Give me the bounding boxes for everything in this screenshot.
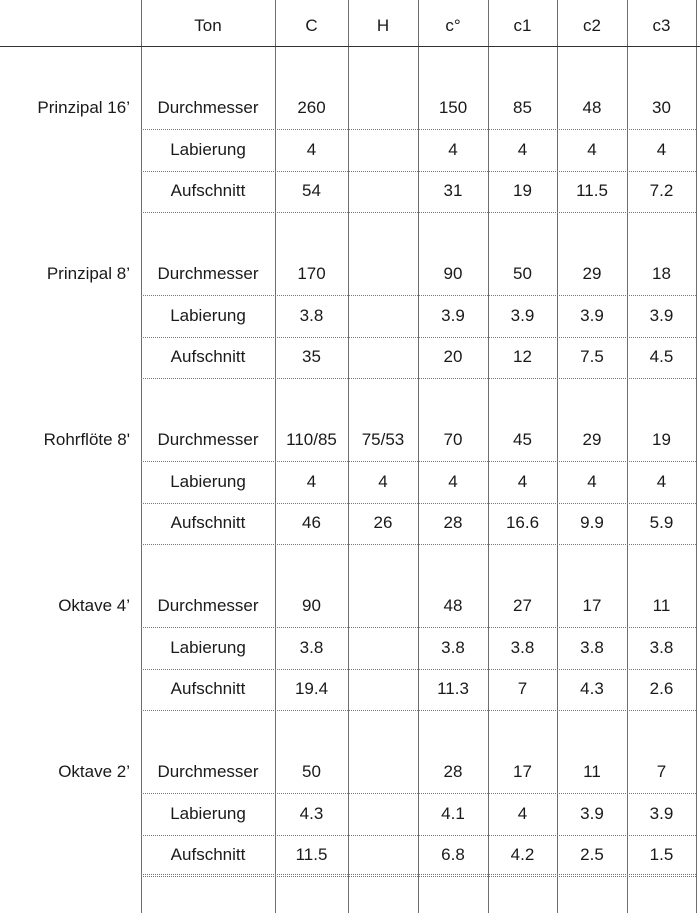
value-cell: 3.8 xyxy=(299,305,324,325)
value-cell: 6.8 xyxy=(441,845,465,864)
value-cell: 28 xyxy=(443,762,463,781)
value-cell: 7.2 xyxy=(649,181,674,200)
value-cell: 4 xyxy=(656,471,667,491)
value-cell xyxy=(348,595,418,617)
parameter-label: Durchmesser xyxy=(157,596,259,615)
header-ton: Ton xyxy=(194,16,222,35)
value-cell: 75/53 xyxy=(361,430,405,449)
header-note: c3 xyxy=(652,16,671,35)
row-separator xyxy=(141,461,696,462)
value-cell xyxy=(348,139,418,161)
value-cell: 4 xyxy=(517,803,528,823)
value-cell: 45 xyxy=(513,430,532,449)
parameter-label: Labierung xyxy=(170,803,246,823)
value-cell xyxy=(348,97,418,119)
value-cell: 150 xyxy=(438,98,468,117)
value-cell: 7 xyxy=(517,679,528,698)
value-cell: 4 xyxy=(587,139,597,159)
value-cell: 4 xyxy=(448,471,458,491)
value-cell: 3.9 xyxy=(580,803,604,823)
value-cell: 4 xyxy=(306,471,317,491)
value-cell: 1.5 xyxy=(649,845,674,864)
value-cell: 3.8 xyxy=(649,637,674,657)
value-cell: 2.5 xyxy=(580,845,604,864)
value-cell: 19.4 xyxy=(294,679,329,698)
value-cell: 29 xyxy=(582,430,602,449)
value-cell: 19 xyxy=(652,430,671,449)
register-name: Oktave 2’ xyxy=(58,762,130,781)
value-cell: 70 xyxy=(443,430,463,449)
value-cell: 19 xyxy=(513,181,532,200)
value-cell: 4 xyxy=(517,139,528,159)
value-cell xyxy=(348,305,418,327)
value-cell xyxy=(348,346,418,368)
value-cell xyxy=(348,180,418,202)
value-cell: 29 xyxy=(582,264,602,283)
parameter-label: Labierung xyxy=(170,637,246,657)
value-cell: 17 xyxy=(582,596,602,615)
value-cell: 2.6 xyxy=(649,679,674,698)
value-cell: 50 xyxy=(302,762,321,781)
register-name: Rohrflöte 8' xyxy=(43,430,130,449)
row-separator xyxy=(141,212,696,213)
value-cell: 30 xyxy=(652,98,671,117)
value-cell: 17 xyxy=(513,762,532,781)
value-cell: 3.9 xyxy=(649,305,674,325)
value-cell: 7 xyxy=(656,762,667,781)
value-cell: 9.9 xyxy=(580,513,604,532)
row-separator xyxy=(141,544,696,545)
row-separator xyxy=(141,627,696,628)
parameter-label: Durchmesser xyxy=(157,430,259,449)
parameter-label: Durchmesser xyxy=(157,762,259,781)
register-name: Prinzipal 16’ xyxy=(37,98,130,117)
parameter-label: Durchmesser xyxy=(157,264,259,283)
value-cell: 11.5 xyxy=(576,181,608,200)
value-cell: 3.9 xyxy=(649,803,674,823)
parameter-label: Durchmesser xyxy=(157,98,259,117)
row-separator xyxy=(141,129,696,130)
row-separator xyxy=(141,503,696,504)
value-cell: 3.9 xyxy=(580,305,604,325)
value-cell: 11.5 xyxy=(295,845,328,864)
value-cell: 3.9 xyxy=(510,305,535,325)
header-rule xyxy=(0,46,700,47)
value-cell: 28 xyxy=(443,513,463,532)
parameter-label: Aufschnitt xyxy=(170,347,246,366)
value-cell: 110/85 xyxy=(286,430,337,449)
parameter-label: Labierung xyxy=(170,471,246,491)
parameter-label: Labierung xyxy=(170,305,246,325)
parameter-label: Labierung xyxy=(170,139,246,159)
value-cell: 4.2 xyxy=(510,845,535,864)
row-separator xyxy=(141,710,696,711)
header-note: c1 xyxy=(513,16,532,35)
value-cell: 48 xyxy=(582,98,602,117)
value-cell: 3.8 xyxy=(441,637,465,657)
value-cell: 85 xyxy=(513,98,532,117)
value-cell: 20 xyxy=(443,347,463,366)
value-cell xyxy=(348,803,418,825)
value-cell xyxy=(348,761,418,783)
value-cell: 4.3 xyxy=(299,803,324,823)
value-cell: 5.9 xyxy=(649,513,674,532)
parameter-label: Aufschnitt xyxy=(170,679,246,698)
register-name: Prinzipal 8’ xyxy=(46,264,130,283)
row-separator xyxy=(141,171,696,172)
value-cell: 3.8 xyxy=(580,637,604,657)
value-cell: 7.5 xyxy=(580,347,604,366)
value-cell xyxy=(348,678,418,700)
row-separator xyxy=(141,793,696,794)
row-separator xyxy=(141,669,696,670)
value-cell: 90 xyxy=(443,264,463,283)
row-separator xyxy=(141,337,696,338)
row-separator xyxy=(141,378,696,379)
value-cell: 3.8 xyxy=(510,637,535,657)
parameter-label: Aufschnitt xyxy=(170,845,246,864)
value-cell: 46 xyxy=(302,513,321,532)
value-cell xyxy=(348,637,418,659)
header-note: c° xyxy=(445,16,461,35)
value-cell: 4 xyxy=(517,471,528,491)
value-cell: 50 xyxy=(513,264,532,283)
row-separator xyxy=(141,874,696,875)
value-cell: 35 xyxy=(302,347,321,366)
value-cell: 18 xyxy=(652,264,671,283)
register-name: Oktave 4’ xyxy=(58,596,130,615)
value-cell: 16.6 xyxy=(505,513,540,532)
value-cell: 3.9 xyxy=(441,305,465,325)
value-cell: 4 xyxy=(378,471,388,491)
value-cell xyxy=(348,844,418,866)
value-cell xyxy=(348,263,418,285)
value-cell: 27 xyxy=(513,596,532,615)
row-separator xyxy=(141,835,696,836)
value-cell: 4 xyxy=(306,139,317,159)
value-cell: 4 xyxy=(587,471,597,491)
header-note: H xyxy=(376,16,390,35)
value-cell: 11 xyxy=(583,762,601,781)
value-cell: 54 xyxy=(302,181,321,200)
value-cell: 3.8 xyxy=(299,637,324,657)
parameter-label: Aufschnitt xyxy=(170,513,246,532)
value-cell: 90 xyxy=(302,596,321,615)
value-cell: 48 xyxy=(443,596,463,615)
header-note: c2 xyxy=(583,16,601,35)
value-cell: 4.3 xyxy=(580,679,604,698)
header-note: C xyxy=(305,16,318,35)
value-cell: 26 xyxy=(373,513,393,532)
parameter-label: Aufschnitt xyxy=(170,181,246,200)
row-separator xyxy=(141,295,696,296)
value-cell: 4 xyxy=(448,139,458,159)
value-cell: 31 xyxy=(443,181,463,200)
value-cell: 4.5 xyxy=(649,347,674,366)
value-cell: 11 xyxy=(652,596,671,615)
value-cell: 4.1 xyxy=(441,803,465,823)
value-cell: 11.3 xyxy=(437,679,469,698)
value-cell: 260 xyxy=(297,98,326,117)
value-cell: 170 xyxy=(297,264,326,283)
row-separator xyxy=(141,876,696,877)
column-divider xyxy=(696,0,697,913)
value-cell: 4 xyxy=(656,139,667,159)
value-cell: 12 xyxy=(513,347,532,366)
